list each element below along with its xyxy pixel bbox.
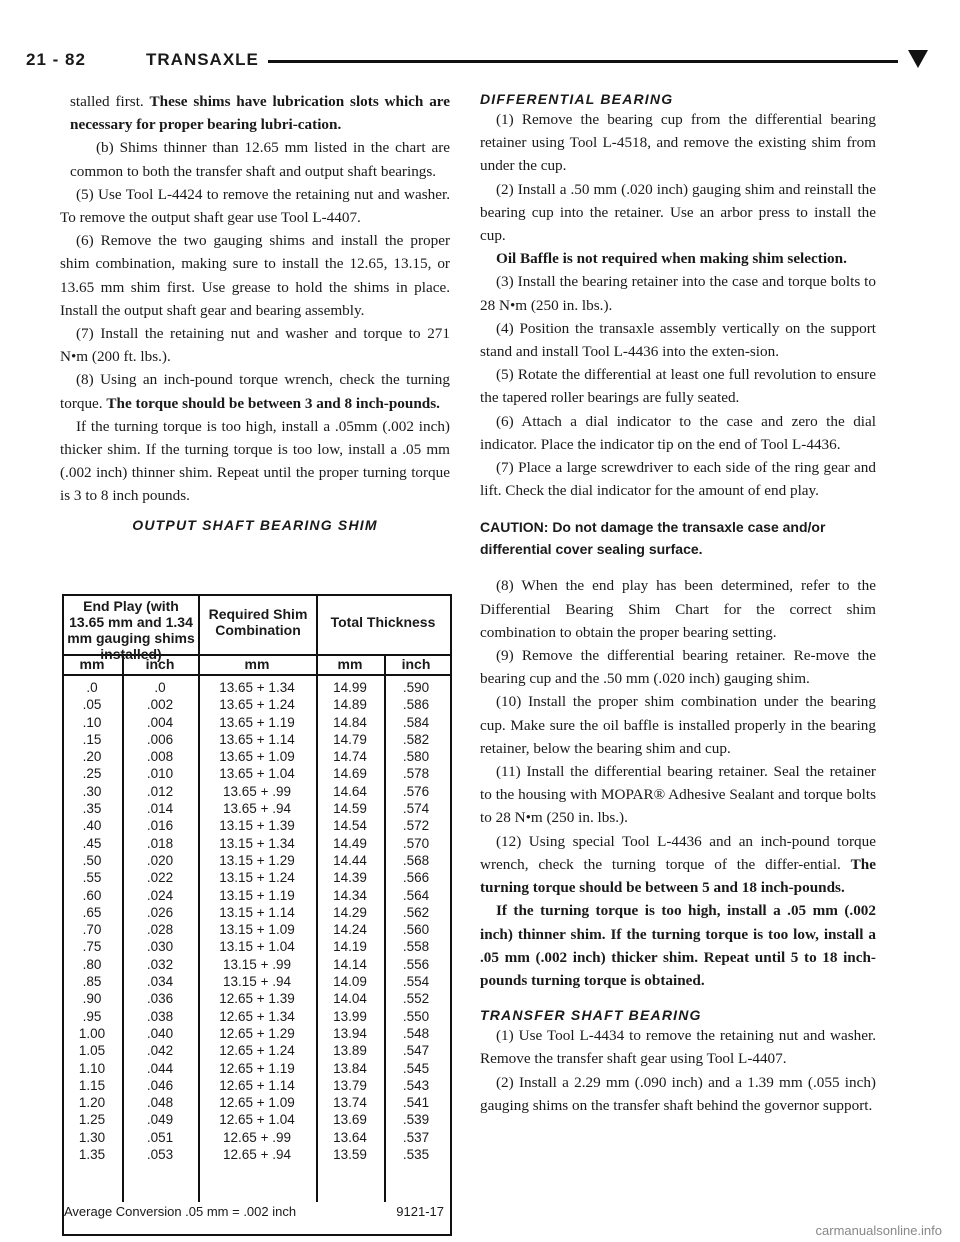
table-cell: 14.49: [333, 835, 367, 851]
paragraph: (11) Install the differential bearing retainer. Seal the retainer to the housing with MOPAR® Adhesive Sealant and torque bolts to 28 N•m (250 in. lbs.).: [480, 763, 876, 827]
table-cell: 1.35: [78, 1147, 106, 1163]
table-cell: 14.39: [333, 870, 367, 886]
table-cell: 1.00: [78, 1025, 106, 1041]
table-cell: .026: [146, 904, 174, 920]
table-cell: 13.65 + 1.24: [219, 697, 295, 713]
left-column: [60, 90, 450, 544]
paragraph: (6) Attach a dial indicator to the case and zero the dial indicator. Place the indicator tip on the end of Tool L-4436.: [480, 412, 876, 453]
table-cell: .053: [146, 1147, 174, 1163]
table-cell: 13.15 + 1.04: [219, 939, 295, 955]
table-cell: .548: [402, 1025, 430, 1041]
subheader-mm: mm: [79, 656, 105, 672]
paragraph: (7) Install the retaining nut and washer and torque to 271 N•m (200 ft. lbs.).: [60, 325, 450, 366]
table-cell: .048: [146, 1095, 174, 1111]
table-cell: .50: [82, 852, 102, 868]
subheader-shim-mm: mm: [244, 656, 270, 672]
table-cell: .580: [402, 749, 430, 765]
table-cell: .25: [82, 766, 102, 782]
table-cell: .40: [82, 818, 102, 834]
table-cell: 12.65 + 1.04: [219, 1112, 295, 1128]
text: (8) Using an inch-pound torque wrench, check the turning torque.: [60, 371, 450, 412]
table-cell: .545: [402, 1060, 430, 1076]
table-cell: .576: [402, 783, 430, 799]
table-cell: .0: [86, 680, 98, 695]
table-cell: .547: [402, 1043, 430, 1059]
table-cell: .554: [402, 974, 430, 990]
table-cell: 14.84: [333, 714, 367, 730]
table-cell: 13.65 + 1.34: [219, 680, 295, 695]
table-cell: .014: [146, 801, 174, 817]
header-total: Total Thickness: [330, 614, 436, 630]
table-cell: 1.20: [78, 1095, 106, 1111]
bold-text: These shims have lubrication slots which are necessary for proper bearing lubri-cation.: [70, 93, 450, 134]
table-cell: .564: [402, 887, 430, 903]
header-rule: [268, 60, 898, 63]
shim-chart: [62, 594, 450, 1234]
table-cell: .590: [402, 680, 430, 695]
table-cell: .90: [82, 991, 102, 1007]
table-cell: 12.65 + 1.09: [219, 1095, 295, 1111]
table-cell: .008: [146, 749, 174, 765]
table-cell: .051: [146, 1129, 174, 1145]
table-cell: .570: [402, 835, 430, 851]
table-cell: 14.74: [333, 749, 367, 765]
table-cell: .040: [146, 1025, 174, 1041]
column-endplay-inch: [122, 679, 198, 1163]
table-cell: 12.65 + 1.29: [219, 1025, 295, 1041]
table-cell: 14.54: [333, 818, 367, 834]
paragraph: [480, 830, 876, 900]
table-cell: .20: [82, 749, 102, 765]
table-cell: 13.15 + 1.39: [219, 818, 295, 834]
table-cell: 13.65 + 1.14: [219, 731, 295, 747]
paragraph: (1) Use Tool L-4434 to remove the retaining nut and washer. Remove the transfer shaft gear using Tool L-4407.: [480, 1027, 876, 1068]
table-cell: 13.15 + 1.09: [219, 922, 295, 938]
table-cell: .038: [146, 1008, 174, 1024]
table-cell: .004: [146, 714, 174, 730]
table-cell: .032: [146, 956, 174, 972]
table-cell: .566: [402, 870, 430, 886]
chart-footer: Average Conversion .05 mm = .002 inch: [64, 1204, 297, 1219]
table-cell: 14.04: [333, 991, 367, 1007]
table-cell: 12.65 + .99: [223, 1129, 291, 1145]
paragraph: [60, 368, 450, 414]
table-cell: .558: [402, 939, 430, 955]
table-cell: .556: [402, 956, 430, 972]
bold-text: The turning torque should be between 5 and 18 inch-pounds.: [480, 855, 876, 897]
table-cell: 13.79: [333, 1077, 367, 1093]
watermark: carmanualsonline.info: [815, 1223, 942, 1238]
table-cell: .046: [146, 1077, 174, 1093]
down-triangle-icon: [908, 50, 928, 68]
paragraph: (10) Install the proper shim combination under the bearing cup. Make sure the oil baffle is installed properly in the bearing retainer, below the bearing shim and cup.: [480, 693, 876, 757]
table-cell: 12.65 + 1.34: [219, 1008, 295, 1024]
text: stalled first.: [70, 93, 150, 110]
table-cell: .582: [402, 731, 430, 747]
header-endplay: End Play (with 13.65 mm and 1.34 mm gauging shims installed): [67, 598, 195, 662]
paragraph: (8) When the end play has been determined, refer to the Differential Bearing Shim Chart for the correct shim combination to obtain the proper bearing setting.: [480, 577, 876, 641]
table-cell: 13.65 + .94: [223, 801, 291, 817]
column-endplay-mm: [62, 679, 122, 1163]
table-cell: 14.14: [333, 956, 367, 972]
paragraph: [60, 90, 450, 136]
table-cell: .584: [402, 714, 430, 730]
table-cell: .034: [146, 974, 174, 990]
paragraph: (6) Remove the two gauging shims and install the proper shim combination, making sure to install the 12.65, 13.15, or 13.65 mm shim first. Use grease to hold the shims in place. Install the output shaft gear and bearing assembly.: [60, 232, 450, 319]
table-cell: 12.65 + 1.14: [219, 1077, 295, 1093]
table-cell: 14.29: [333, 904, 367, 920]
table-cell: 12.65 + 1.24: [219, 1043, 295, 1059]
table-cell: 13.15 + 1.19: [219, 887, 295, 903]
table-cell: .65: [82, 904, 102, 920]
paragraph: [480, 247, 876, 270]
table-cell: .45: [82, 835, 102, 851]
table-cell: 12.65 + .94: [223, 1147, 291, 1163]
figure-id: 9121-17: [396, 1204, 444, 1219]
column-total-mm: [316, 679, 384, 1163]
table-cell: .022: [146, 870, 174, 886]
table-cell: .012: [146, 783, 174, 799]
table-cell: .024: [146, 887, 174, 903]
table-cell: .80: [82, 956, 102, 972]
table-cell: 1.30: [78, 1129, 106, 1145]
paragraph: (5) Use Tool L-4424 to remove the retaining nut and washer. To remove the output shaft gear use Tool L-4407.: [60, 185, 450, 227]
table-cell: 14.19: [333, 939, 367, 955]
table-cell: 1.05: [78, 1043, 106, 1059]
table-cell: 13.15 + 1.14: [219, 904, 295, 920]
paragraph: (5) Rotate the differential at least one full revolution to ensure the tapered roller bearings are fully seated.: [480, 366, 876, 407]
section-heading: TRANSFER SHAFT BEARING: [480, 1007, 702, 1024]
table-cell: 13.15 + 1.24: [219, 870, 295, 886]
table-cell: .044: [146, 1060, 174, 1076]
paragraph: (9) Remove the differential bearing retainer. Re-move the bearing cup and the .50 mm (.020 inch) gauging shim.: [480, 647, 876, 688]
divider: [62, 674, 450, 676]
paragraph: [480, 899, 876, 992]
table-cell: 12.65 + 1.39: [219, 991, 295, 1007]
table-cell: .568: [402, 852, 430, 868]
table-cell: 1.10: [78, 1060, 106, 1076]
table-cell: .15: [82, 731, 102, 747]
table-cell: .60: [82, 887, 102, 903]
table-cell: .002: [146, 697, 174, 713]
table-cell: 14.79: [333, 731, 367, 747]
paragraph: (7) Place a large screwdriver to each side of the ring gear and lift. Check the dial indicator for the amount of end play.: [480, 459, 876, 500]
table-cell: .543: [402, 1077, 430, 1093]
table-cell: 13.84: [333, 1060, 367, 1076]
table-cell: .030: [146, 939, 174, 955]
subheader-inch: inch: [145, 656, 175, 672]
table-cell: .042: [146, 1043, 174, 1059]
table-cell: .572: [402, 818, 430, 834]
table-cell: 13.99: [333, 1008, 367, 1024]
table-cell: 13.89: [333, 1043, 367, 1059]
table-cell: 13.59: [333, 1147, 367, 1163]
table-cell: .05: [82, 697, 102, 713]
paragraph: If the turning torque is too high, install a .05mm (.002 inch) thicker shim. If the turning torque is too low, install a .05 mm (.002 inch) thinner shim. Repeat until the proper turning torque is 3 to 8 inch pounds.: [60, 417, 450, 505]
caution-note: CAUTION: Do not damage the transaxle case and/or differential cover sealing surface.: [480, 519, 826, 558]
paragraph: (1) Remove the bearing cup from the differential bearing retainer using Tool L-4518, and remove the existing shim from under the cup.: [480, 111, 876, 175]
table-cell: .70: [82, 922, 102, 938]
table-cell: .75: [82, 939, 102, 955]
text: (12) Using special Tool L-4436 and an inch-pound torque wrench, check the turning torque of the differ-ential.: [480, 832, 876, 873]
table-cell: .028: [146, 922, 174, 938]
table-cell: .552: [402, 991, 430, 1007]
table-cell: 14.99: [333, 680, 367, 695]
table-cell: 13.69: [333, 1112, 367, 1128]
table-cell: .550: [402, 1008, 430, 1024]
subheader-total-inch: inch: [401, 656, 431, 672]
table-cell: 1.15: [78, 1077, 106, 1093]
table-cell: 13.15 + .99: [223, 956, 291, 972]
table-cell: 13.15 + .94: [223, 974, 291, 990]
table-cell: .55: [82, 870, 102, 886]
bold-text: If the turning torque is too high, install a .05 mm (.002 inch) thinner shim. If the turning torque is too low, install a .05 mm (.002 inch) thicker shim. Repeat until 5 to 18 inch-pounds turning torque is obtained.: [480, 902, 876, 989]
table-cell: 1.25: [78, 1112, 106, 1128]
subheader-total-mm: mm: [337, 656, 363, 672]
table-cell: .018: [146, 835, 174, 851]
table-cell: .586: [402, 697, 430, 713]
table-cell: 13.65 + .99: [223, 783, 291, 799]
page-number: 21 - 82: [26, 50, 86, 69]
bold-text: Oil Baffle is not required when making shim selection.: [496, 250, 847, 268]
table-cell: 13.65 + 1.09: [219, 749, 295, 765]
table-cell: .036: [146, 991, 174, 1007]
table-cell: 12.65 + 1.19: [219, 1060, 295, 1076]
table-cell: 13.65 + 1.04: [219, 766, 295, 782]
table-cell: .016: [146, 818, 174, 834]
page-title: TRANSAXLE: [146, 50, 259, 69]
table-cell: .578: [402, 766, 430, 782]
table-cell: .85: [82, 974, 102, 990]
table-cell: .049: [146, 1112, 174, 1128]
section-heading: DIFFERENTIAL BEARING: [480, 91, 674, 107]
table-cell: .574: [402, 801, 430, 817]
paragraph: (4) Position the transaxle assembly vertically on the support stand and install Tool L-4436 into the exten-sion.: [480, 319, 876, 361]
table-cell: .35: [82, 801, 102, 817]
table-cell: 13.94: [333, 1025, 367, 1041]
paragraph: (b) Shims thinner than 12.65 mm listed in the chart are common to both the transfer shaft and output shaft bearings.: [70, 139, 450, 180]
table-cell: .10: [82, 714, 102, 730]
paragraph: (3) Install the bearing retainer into the case and torque bolts to 28 N•m (250 in. lbs.).: [480, 273, 876, 314]
table-cell: 14.69: [333, 766, 367, 782]
table-cell: .562: [402, 904, 430, 920]
table-cell: 14.34: [333, 887, 367, 903]
table-cell: .539: [402, 1112, 430, 1128]
page-header: [18, 48, 942, 76]
table-cell: .560: [402, 922, 430, 938]
table-cell: 14.59: [333, 801, 367, 817]
table-cell: 13.15 + 1.29: [219, 852, 295, 868]
table-cell: .0: [154, 680, 166, 695]
table-cell: 14.44: [333, 852, 367, 868]
column-shim-combination: [198, 679, 316, 1163]
bold-text: The torque should be between 3 and 8 inch-pounds.: [106, 394, 440, 412]
table-cell: 13.74: [333, 1095, 367, 1111]
table-cell: 14.09: [333, 974, 367, 990]
table-cell: .020: [146, 852, 174, 868]
header-shim: Required Shim Combination: [208, 606, 308, 638]
table-cell: 13.65 + 1.19: [219, 714, 295, 730]
column-total-inch: [384, 679, 448, 1163]
table-cell: 14.24: [333, 922, 367, 938]
table-cell: .535: [402, 1147, 430, 1163]
right-column: [480, 90, 876, 1117]
paragraph: (2) Install a 2.29 mm (.090 inch) and a 1.39 mm (.055 inch) gauging shims on the transfer shaft behind the governor support.: [480, 1073, 876, 1114]
table-cell: 13.64: [333, 1129, 367, 1145]
paragraph: (2) Install a .50 mm (.020 inch) gauging shim and reinstall the bearing cup into the retainer. Use an arbor press to install the cup.: [480, 180, 876, 245]
table-cell: 14.89: [333, 697, 367, 713]
table-cell: .537: [402, 1129, 430, 1145]
table-cell: .010: [146, 766, 174, 782]
table-cell: 14.64: [333, 783, 367, 799]
table-cell: .30: [82, 783, 102, 799]
table-cell: .006: [146, 731, 174, 747]
table-cell: .541: [402, 1095, 430, 1111]
figure-title: OUTPUT SHAFT BEARING SHIM: [132, 516, 378, 533]
table-cell: 13.15 + 1.34: [219, 835, 295, 851]
table-cell: .95: [82, 1008, 102, 1024]
